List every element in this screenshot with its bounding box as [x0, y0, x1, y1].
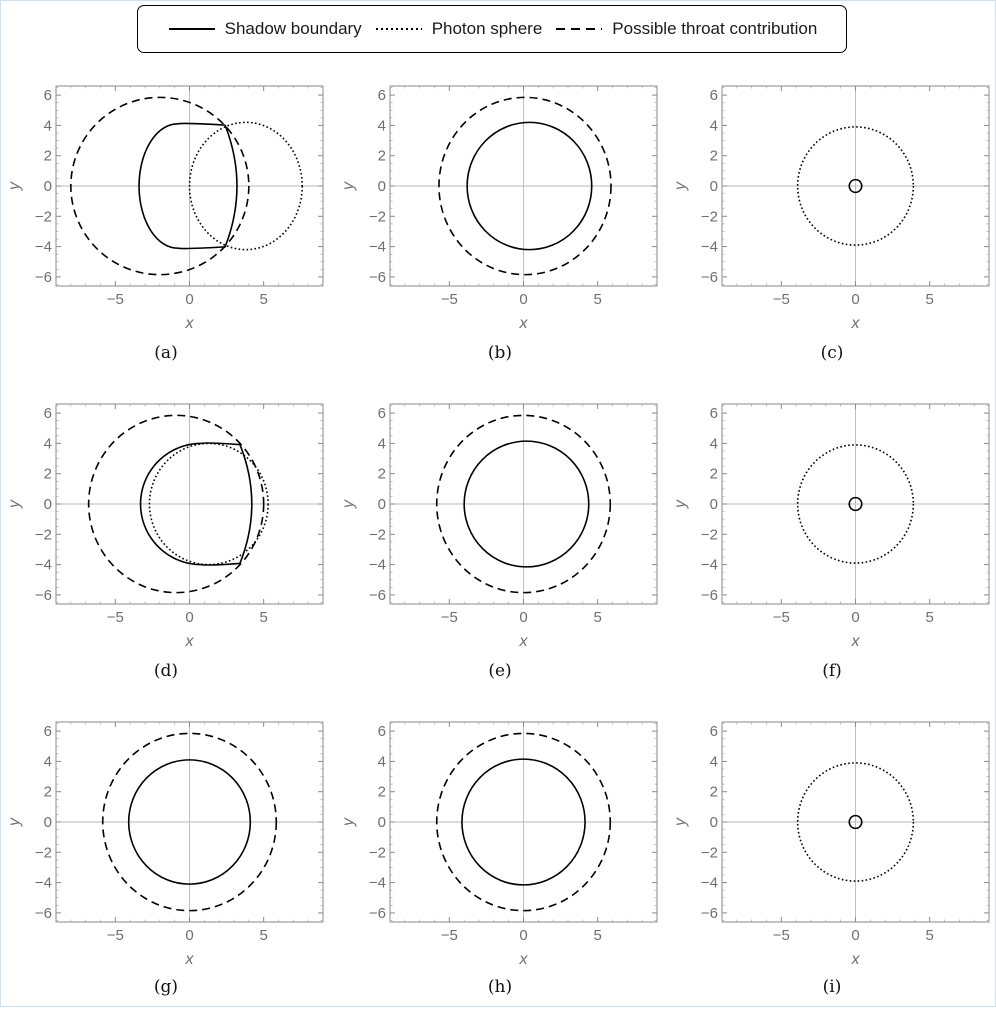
y-tick-label: −6 — [34, 268, 52, 286]
x-tick-label: 0 — [519, 609, 528, 626]
x-tick-label: 0 — [185, 609, 194, 626]
y-tick-label: 4 — [43, 117, 52, 135]
y-tick-label: 6 — [709, 723, 718, 741]
y-tick-label: 2 — [43, 147, 52, 165]
y-tick-label: −2 — [368, 526, 386, 544]
x-axis-label: x — [519, 951, 528, 968]
y-tick-label: −2 — [368, 844, 386, 862]
plot-d — [1, 399, 331, 659]
y-tick-label: 4 — [709, 435, 718, 453]
y-tick-label: 4 — [709, 753, 718, 771]
x-tick-label: −5 — [440, 927, 458, 944]
caption-f: (f) — [822, 661, 842, 681]
legend-swatch-solid — [167, 24, 217, 34]
x-tick-label: −5 — [772, 927, 790, 944]
y-axis-label: y — [6, 818, 23, 826]
y-tick-label: −4 — [34, 238, 52, 256]
x-tick-label: 0 — [851, 927, 860, 944]
x-tick-label: 0 — [519, 291, 528, 308]
y-tick-label: 6 — [709, 405, 718, 423]
x-axis-label: x — [851, 951, 860, 968]
y-tick-label: 0 — [43, 496, 52, 513]
y-tick-label: −6 — [368, 904, 386, 922]
legend-swatch-dashed — [554, 24, 604, 34]
y-axis-label: y — [672, 182, 689, 190]
panel-e — [335, 399, 665, 717]
x-tick-label: 5 — [593, 291, 602, 308]
x-tick-label: −5 — [440, 609, 458, 626]
x-tick-label: 0 — [185, 927, 194, 944]
x-tick-label: 5 — [259, 609, 268, 626]
panel-a — [1, 81, 331, 399]
caption-h: (h) — [487, 977, 513, 997]
plot-f — [667, 399, 996, 659]
caption-c: (c) — [820, 343, 844, 363]
y-tick-label: −6 — [700, 586, 718, 604]
y-tick-label: −6 — [368, 586, 386, 604]
y-tick-label: 6 — [377, 87, 386, 105]
caption-a: (a) — [154, 343, 178, 363]
y-tick-label: 0 — [43, 178, 52, 195]
y-tick-label: 2 — [709, 465, 718, 483]
x-axis-label: x — [185, 633, 194, 650]
y-axis-label: y — [672, 500, 689, 508]
legend-label-shadow-boundary: Shadow boundary — [224, 19, 362, 38]
y-tick-label: −4 — [368, 556, 386, 574]
x-tick-label: 5 — [259, 291, 268, 308]
y-tick-label: −6 — [700, 904, 718, 922]
caption-b: (b) — [487, 343, 513, 363]
panel-i — [667, 717, 996, 1035]
x-tick-label: 0 — [185, 291, 194, 308]
y-tick-label: 2 — [377, 783, 386, 801]
y-tick-label: −4 — [700, 874, 718, 892]
x-axis-label: x — [851, 315, 860, 332]
x-tick-label: 5 — [925, 291, 934, 308]
y-tick-label: 2 — [709, 783, 718, 801]
y-tick-label: 0 — [709, 814, 718, 831]
x-tick-label: −5 — [772, 291, 790, 308]
caption-i: (i) — [822, 977, 842, 997]
y-tick-label: 4 — [43, 753, 52, 771]
y-tick-label: −2 — [34, 526, 52, 544]
y-axis-label: y — [340, 500, 357, 508]
y-tick-label: 0 — [377, 496, 386, 513]
panel-f — [667, 399, 996, 717]
y-tick-label: −6 — [700, 268, 718, 286]
y-tick-label: 6 — [43, 405, 52, 423]
x-tick-label: 5 — [593, 927, 602, 944]
y-tick-label: 4 — [43, 435, 52, 453]
x-tick-label: 5 — [925, 927, 934, 944]
y-tick-label: −6 — [34, 586, 52, 604]
y-tick-label: 4 — [377, 117, 386, 135]
legend-entry-shadow-boundary — [167, 19, 362, 39]
x-axis-label: x — [519, 633, 528, 650]
y-axis-label: y — [340, 182, 357, 190]
x-axis-label: x — [851, 633, 860, 650]
x-tick-label: 0 — [851, 291, 860, 308]
y-tick-label: 0 — [377, 814, 386, 831]
y-tick-label: 2 — [43, 465, 52, 483]
y-tick-label: −2 — [700, 526, 718, 544]
x-tick-label: 5 — [259, 927, 268, 944]
y-axis-label: y — [6, 500, 23, 508]
x-axis-label: x — [519, 315, 528, 332]
x-axis-label: x — [185, 315, 194, 332]
x-tick-label: 5 — [593, 609, 602, 626]
plot-c — [667, 81, 996, 341]
y-tick-label: 6 — [709, 87, 718, 105]
legend-swatch-dotted — [374, 24, 424, 34]
legend-label-throat-contribution: Possible throat contribution — [612, 19, 818, 38]
caption-g: (g) — [153, 977, 179, 997]
x-tick-label: −5 — [772, 609, 790, 626]
x-tick-label: 0 — [519, 927, 528, 944]
plot-a — [1, 81, 331, 341]
y-tick-label: −2 — [34, 208, 52, 226]
y-tick-label: 6 — [377, 405, 386, 423]
plot-i — [667, 717, 996, 977]
y-tick-label: −2 — [700, 844, 718, 862]
y-tick-label: −2 — [700, 208, 718, 226]
y-tick-label: −6 — [368, 268, 386, 286]
y-tick-label: 2 — [43, 783, 52, 801]
y-tick-label: −6 — [34, 904, 52, 922]
caption-d: (d) — [153, 661, 179, 681]
x-tick-label: −5 — [440, 291, 458, 308]
y-tick-label: 2 — [377, 147, 386, 165]
x-tick-label: 5 — [925, 609, 934, 626]
y-tick-label: 6 — [377, 723, 386, 741]
y-tick-label: 2 — [377, 465, 386, 483]
plot-e — [335, 399, 665, 659]
y-axis-label: y — [6, 182, 23, 190]
y-tick-label: −4 — [368, 238, 386, 256]
y-tick-label: −4 — [700, 556, 718, 574]
panel-g — [1, 717, 331, 1035]
y-axis-label: y — [672, 818, 689, 826]
y-tick-label: −4 — [34, 874, 52, 892]
plot-b — [335, 81, 665, 341]
panel-h — [335, 717, 665, 1035]
legend-entry-photon-sphere — [374, 19, 543, 39]
y-tick-label: −4 — [700, 238, 718, 256]
y-tick-label: 0 — [43, 814, 52, 831]
legend — [137, 5, 847, 53]
y-tick-label: 4 — [709, 117, 718, 135]
legend-label-photon-sphere: Photon sphere — [431, 19, 543, 38]
y-tick-label: −2 — [368, 208, 386, 226]
y-tick-label: 2 — [709, 147, 718, 165]
y-tick-label: 0 — [709, 178, 718, 195]
panel-d — [1, 399, 331, 717]
panel-b — [335, 81, 665, 399]
caption-e: (e) — [488, 661, 512, 681]
y-tick-label: 6 — [43, 87, 52, 105]
x-tick-label: −5 — [106, 609, 124, 626]
y-tick-label: −4 — [34, 556, 52, 574]
x-tick-label: −5 — [106, 927, 124, 944]
plot-g — [1, 717, 331, 977]
y-axis-label: y — [340, 818, 357, 826]
y-tick-label: 0 — [709, 496, 718, 513]
y-tick-label: 4 — [377, 753, 386, 771]
x-axis-label: x — [185, 951, 194, 968]
x-tick-label: 0 — [851, 609, 860, 626]
y-tick-label: −2 — [34, 844, 52, 862]
y-tick-label: 6 — [43, 723, 52, 741]
plot-h — [335, 717, 665, 977]
y-tick-label: −4 — [368, 874, 386, 892]
legend-entry-throat-contribution — [554, 19, 817, 39]
y-tick-label: 0 — [377, 178, 386, 195]
y-tick-label: 4 — [377, 435, 386, 453]
panel-c — [667, 81, 996, 399]
x-tick-label: −5 — [106, 291, 124, 308]
